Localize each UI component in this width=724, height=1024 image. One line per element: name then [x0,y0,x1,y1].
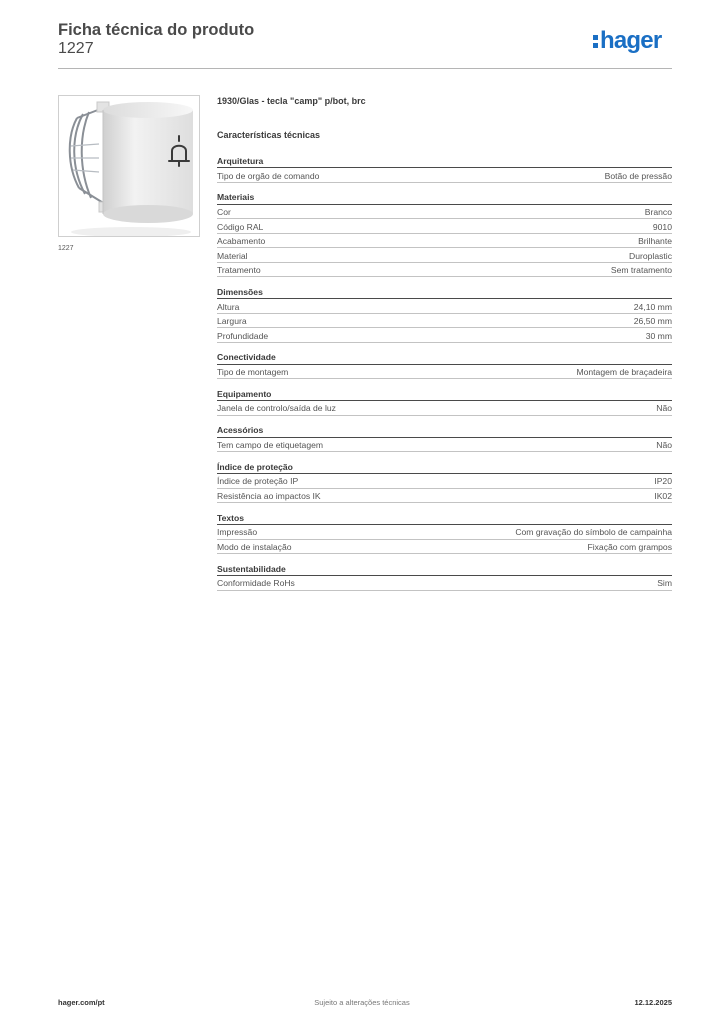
spec-label: Altura [217,301,240,312]
spec-section [217,513,672,554]
spec-label: Conformidade RoHs [217,578,295,589]
spec-value: Sim [657,578,672,589]
spec-label: Modo de instalação [217,541,292,552]
section-title: Dimensões [217,287,672,299]
spec-row [217,219,672,234]
footer-notice: Sujeito a alterações técnicas [314,998,410,1007]
spec-row [217,576,672,591]
spec-value: Duroplastic [629,250,672,261]
logo-text: hager [600,27,662,54]
spec-label: Profundidade [217,330,269,341]
spec-value: 26,50 mm [633,316,672,327]
product-number: 1227 [58,40,94,57]
spec-label: Acabamento [217,236,266,247]
spec-section [217,462,672,503]
section-title: Índice de proteção [217,462,672,474]
page-title: Ficha técnica do produto [58,21,255,39]
spec-row [217,328,672,343]
spec-value: Botão de pressão [604,170,672,181]
footer-website-link[interactable]: hager.com/pt [58,998,105,1007]
spec-label: Índice de proteção IP [217,476,299,487]
spec-value: Montagem de braçadeira [576,367,672,377]
spec-row [217,205,672,220]
spec-label: Tratamento [217,265,261,276]
section-title: Materiais [217,192,672,204]
spec-row [217,525,672,540]
spec-row [217,401,672,416]
spec-value: Não [656,403,672,414]
spec-row [217,168,672,183]
section-title: Sustentabilidade [217,564,672,576]
spec-row [217,365,672,380]
footer-date: 12.12.2025 [634,998,672,1007]
spec-heading: Características técnicas [217,130,321,140]
product-image [58,95,200,237]
spec-table [217,156,672,600]
spec-row [217,234,672,249]
spec-label: Tipo de orgão de comando [217,170,320,181]
spec-label: Cor [217,207,231,218]
spec-value: Branco [644,207,672,218]
spec-value: Com gravação do símbolo de campainha [515,527,672,538]
image-caption: 1227 [58,245,74,252]
section-title: Conectividade [217,352,672,364]
spec-value: IP20 [654,476,672,487]
spec-value: Sem tratamento [610,265,672,276]
spec-row [217,299,672,314]
spec-section [217,192,672,277]
spec-label: Impressão [217,527,258,538]
spec-row [217,263,672,278]
spec-label: Janela de controlo/saída de luz [217,403,336,414]
hager-logo [593,28,661,54]
spec-section [217,352,672,379]
section-title: Arquitetura [217,156,672,168]
spec-label: Material [217,250,248,261]
logo-colon-mark [593,35,598,48]
spec-value: Não [656,439,672,450]
spec-label: Tem campo de etiquetagem [217,439,324,450]
spec-value: 9010 [652,221,672,232]
spec-label: Código RAL [217,221,264,232]
spec-value: 24,10 mm [633,301,672,312]
section-title: Equipamento [217,389,672,401]
spec-label: Largura [217,316,247,327]
spec-row [217,489,672,504]
spec-label: Resistência ao impactos IK [217,490,321,501]
spec-value: Fixação com grampos [587,541,672,552]
spec-section [217,156,672,183]
header-divider [58,68,672,69]
product-title: 1930/Glas - tecla "camp" p/bot, brc [217,96,366,106]
spec-row [217,248,672,263]
spec-row [217,314,672,329]
spec-value: IK02 [654,490,672,501]
spec-value: Brilhante [638,236,672,247]
spec-section [217,287,672,343]
section-title: Acessórios [217,425,672,437]
spec-row [217,474,672,489]
spec-row [217,540,672,555]
spec-section [217,564,672,591]
bell-icon [167,134,191,168]
spec-row [217,438,672,453]
section-title: Textos [217,513,672,525]
spec-section [217,389,672,416]
spec-section [217,425,672,452]
spec-label: Tipo de montagem [217,367,289,377]
spec-value: 30 mm [645,330,672,341]
